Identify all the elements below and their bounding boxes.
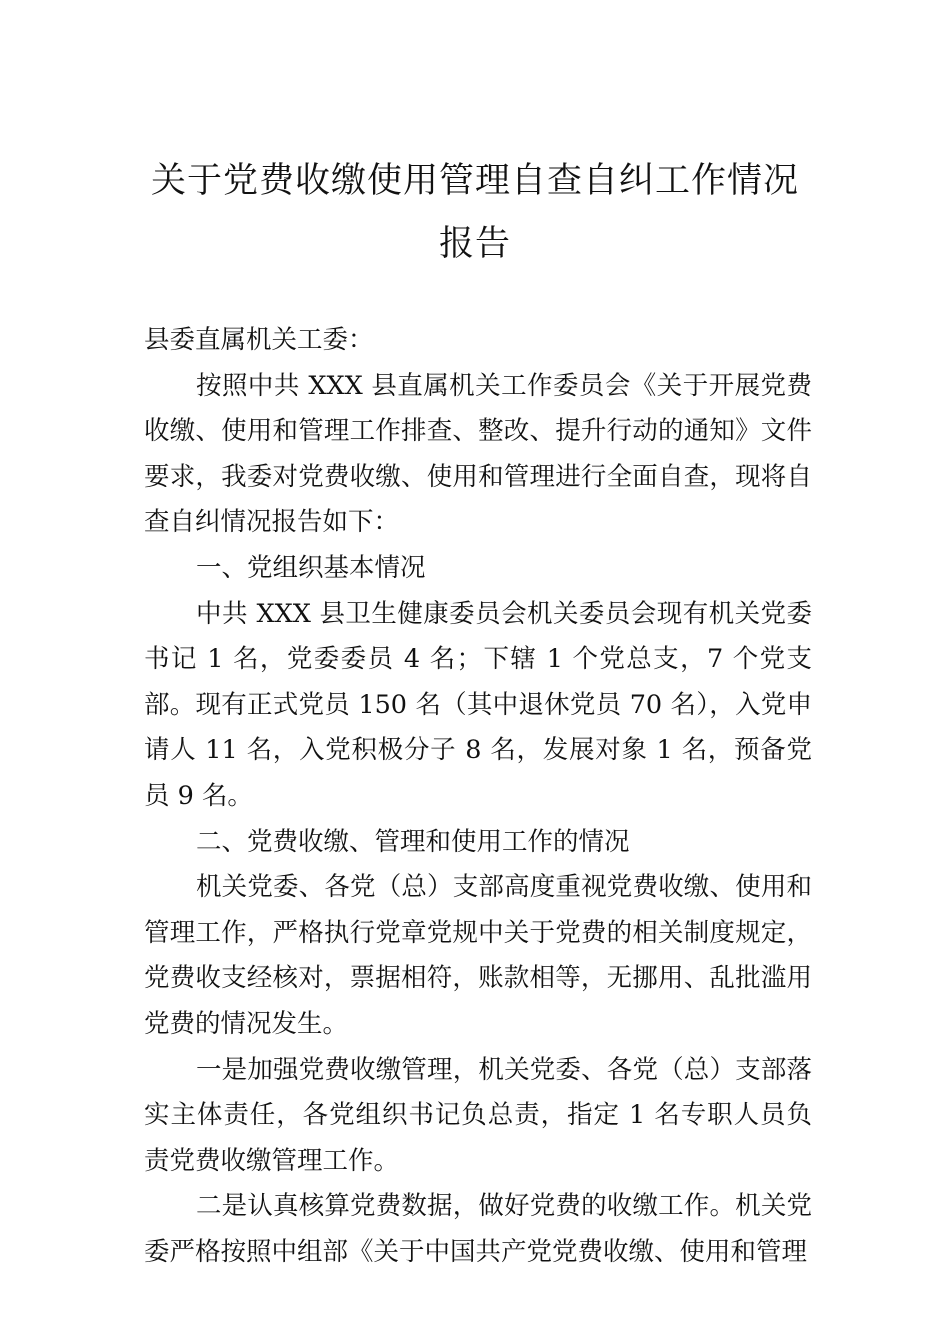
salutation: 县委直属机关工委： xyxy=(144,325,374,355)
section-heading-1: 一、党组织基本情况 xyxy=(196,552,426,583)
document-body xyxy=(144,318,812,1275)
paragraph-overview: 机关党委、各党（总）支部高度重视党费收缴、使用和管理工作，严格执行党章党规中关于党费的相关制度规定， 党费收支经核对，票据相符，账款相等，无挪用、乱批滥用党费的情况发生。 xyxy=(144,872,812,1039)
paragraph-org-info: 中共 XXX 县卫生健康委员会机关委员会现有机关党委书记 1 名，党委委员 4 名；下辖 1 个党总支，7 个党支部。现有正式党员 150 名（其中退休党员 70 名），入党申请人 11 名，入党积极分子 8 名，发展对象 1 名，预备党员 9 名。 xyxy=(144,598,812,811)
paragraph-intro: 按照中共 XXX 县直属机关工作委员会《关于开展党费收缴、使用和管理工作排查、整改、提升行动的通知》文件要求，我委对党费收缴、使用和管理进行全面自查，现将自查自纠情况报告如下： xyxy=(144,370,812,538)
paragraph-point-1: 一是加强党费收缴管理，机关党委、各党（总）支部落实主体责任，各党组织书记负总责，指定 1 名专职人员负责党费收缴管理工作。 xyxy=(144,1054,812,1176)
document-title-line-1: 关于党费收缴使用管理自查自纠工作情况 xyxy=(150,161,799,201)
section-heading-2: 二、党费收缴、管理和使用工作的情况 xyxy=(196,826,630,857)
paragraph-point-2: 二是认真核算党费数据，做好党费的收缴工作。机关党委严格按照中组部《关于中国共产党党费收缴、使用和管理 xyxy=(144,1191,812,1267)
document-title-line-2: 报告 xyxy=(438,224,511,264)
